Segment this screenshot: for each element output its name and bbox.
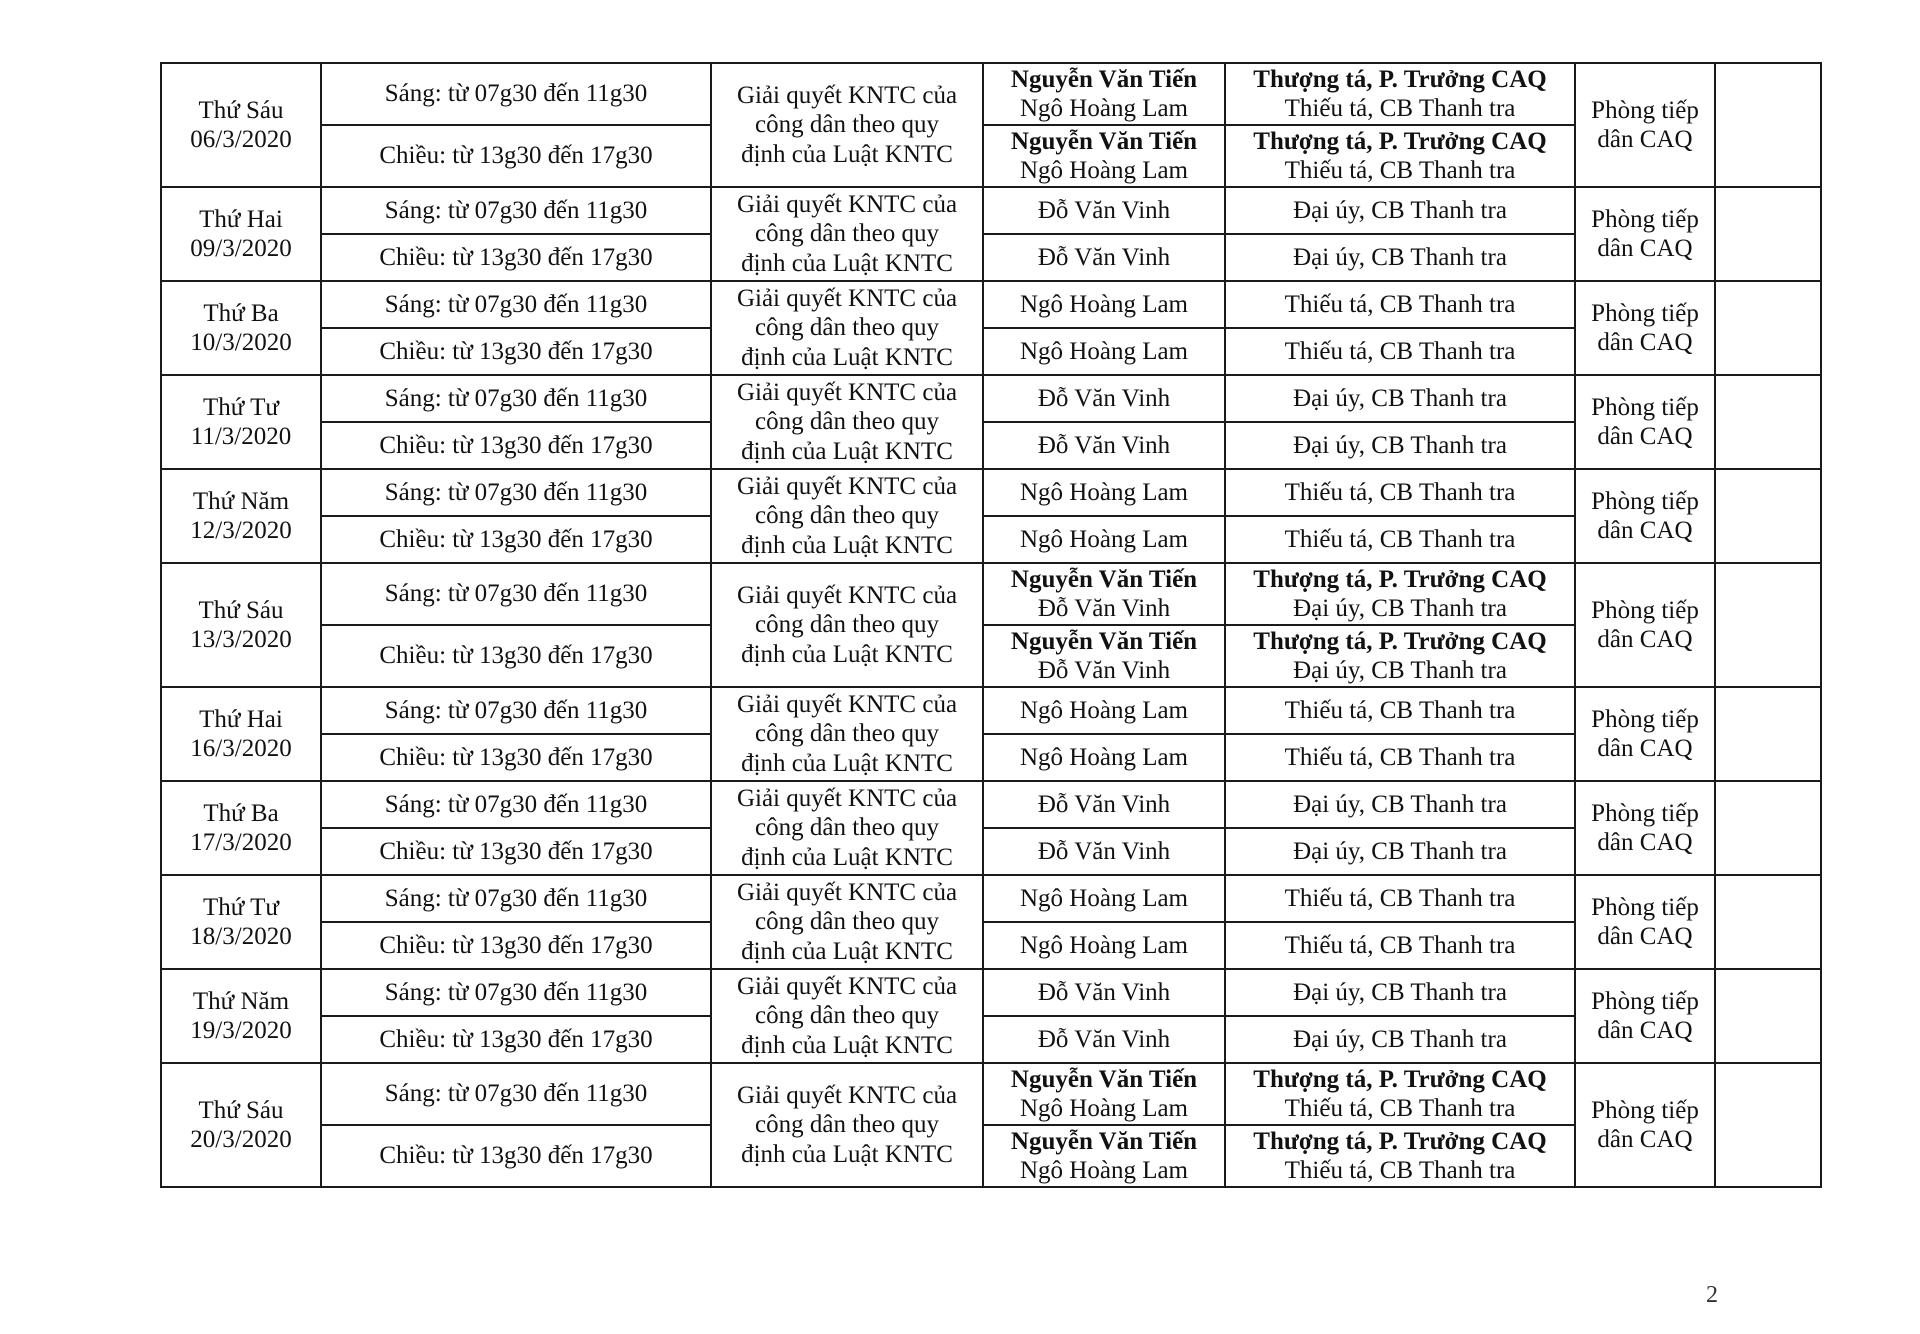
- date-label: 11/3/2020: [190, 423, 292, 450]
- session-time-cell: [321, 187, 711, 234]
- place-cell: [1575, 687, 1715, 781]
- officer-name: Đỗ Văn Vinh: [1037, 1025, 1171, 1053]
- weekday-label: Thứ Năm: [192, 987, 290, 1015]
- officer-name: Ngô Hoàng Lam: [1019, 1095, 1189, 1122]
- lead-officer-rank: Thượng tá, P. Trưởng CAQ: [1253, 1127, 1547, 1155]
- session-time-cell: [321, 516, 711, 563]
- weekday-label: Thứ Tư: [203, 393, 279, 421]
- session-time: Chiều: từ 13g30 đến 17g30: [379, 1142, 653, 1170]
- date-label: 19/3/2020: [190, 1017, 292, 1044]
- task-line: Giải quyết KNTC của: [736, 190, 958, 218]
- table-row: [161, 687, 1821, 734]
- officer-name: Ngô Hoàng Lam: [1019, 95, 1189, 122]
- officer-name-cell: [983, 63, 1225, 125]
- place-line: Phòng tiếp: [1591, 1096, 1699, 1124]
- officer-rank-cell: [1225, 828, 1575, 875]
- table-row: [161, 469, 1821, 516]
- officer-rank-cell: [1225, 187, 1575, 234]
- task-line: Giải quyết KNTC của: [736, 690, 958, 718]
- session-time-cell: [321, 234, 711, 281]
- day-cell: [161, 469, 321, 563]
- task-line: công dân theo quy: [755, 908, 939, 936]
- weekday-label: Thứ Hai: [199, 205, 283, 233]
- table-row: [161, 328, 1821, 375]
- session-time: Sáng: từ 07g30 đến 11g30: [384, 884, 648, 912]
- session-time: Chiều: từ 13g30 đến 17g30: [379, 837, 653, 865]
- officer-rank: Thiếu tá, CB Thanh tra: [1284, 743, 1516, 771]
- task-line: Giải quyết KNTC của: [736, 581, 958, 609]
- date-label: 13/3/2020: [190, 626, 292, 653]
- session-time: Sáng: từ 07g30 đến 11g30: [384, 290, 648, 318]
- task-line: công dân theo quy: [755, 1002, 939, 1030]
- table-row: [161, 375, 1821, 422]
- note-cell: [1715, 187, 1821, 281]
- lead-officer-name: Nguyễn Văn Tiến: [1010, 627, 1198, 655]
- task-cell: [711, 469, 983, 563]
- task-line: định của Luật KNTC: [741, 343, 953, 371]
- day-cell: [161, 63, 321, 187]
- task-line: Giải quyết KNTC của: [736, 784, 958, 812]
- task-cell: [711, 875, 983, 969]
- task-line: Giải quyết KNTC của: [736, 81, 958, 109]
- note-cell: [1715, 375, 1821, 469]
- weekday-label: Thứ Năm: [192, 487, 290, 515]
- officer-name: Đỗ Văn Vinh: [1037, 243, 1171, 271]
- date-label: 10/3/2020: [190, 329, 292, 356]
- officer-name: Ngô Hoàng Lam: [1019, 337, 1189, 365]
- task-line: Giải quyết KNTC của: [736, 472, 958, 500]
- officer-rank-cell: [1225, 375, 1575, 422]
- weekday-label: Thứ Ba: [203, 299, 279, 327]
- place-cell: [1575, 63, 1715, 187]
- task-line: công dân theo quy: [755, 408, 939, 436]
- officer-name-cell: [983, 625, 1225, 687]
- officer-rank: Thiếu tá, CB Thanh tra: [1284, 478, 1516, 506]
- session-time: Chiều: từ 13g30 đến 17g30: [379, 142, 653, 170]
- officer-name: Đỗ Văn Vinh: [1037, 837, 1171, 865]
- place-line: Phòng tiếp: [1591, 596, 1699, 624]
- officer-rank: Thiếu tá, CB Thanh tra: [1284, 884, 1516, 912]
- officer-name-cell: [983, 281, 1225, 328]
- place-line: Phòng tiếp: [1591, 299, 1699, 327]
- officer-name: Đỗ Văn Vinh: [1037, 196, 1171, 224]
- day-cell: [161, 781, 321, 875]
- lead-officer-rank: Thượng tá, P. Trưởng CAQ: [1253, 565, 1547, 593]
- weekday-label: Thứ Sáu: [198, 1096, 284, 1124]
- lead-officer-name: Nguyễn Văn Tiến: [1010, 127, 1198, 155]
- session-time-cell: [321, 328, 711, 375]
- note-cell: [1715, 563, 1821, 687]
- note-cell: [1715, 969, 1821, 1063]
- place-cell: [1575, 1063, 1715, 1187]
- place-cell: [1575, 875, 1715, 969]
- note-cell: [1715, 1063, 1821, 1187]
- officer-rank: Đại úy, CB Thanh tra: [1293, 384, 1507, 412]
- officer-name: Ngô Hoàng Lam: [1019, 743, 1189, 771]
- officer-rank: Thiếu tá, CB Thanh tra: [1284, 931, 1516, 959]
- officer-rank: Đại úy, CB Thanh tra: [1293, 595, 1507, 622]
- session-time: Sáng: từ 07g30 đến 11g30: [384, 580, 648, 608]
- task-line: Giải quyết KNTC của: [736, 378, 958, 406]
- table-row: [161, 922, 1821, 969]
- officer-rank-cell: [1225, 875, 1575, 922]
- date-label: 20/3/2020: [190, 1126, 292, 1153]
- place-line: Phòng tiếp: [1591, 893, 1699, 921]
- officer-name-cell: [983, 422, 1225, 469]
- task-line: định của Luật KNTC: [741, 749, 953, 777]
- officer-name-cell: [983, 328, 1225, 375]
- officer-rank-cell: [1225, 1016, 1575, 1063]
- note-cell: [1715, 469, 1821, 563]
- place-line: dân CAQ: [1597, 1126, 1693, 1153]
- task-cell: [711, 687, 983, 781]
- officer-name: Đỗ Văn Vinh: [1037, 431, 1171, 459]
- table-row: [161, 516, 1821, 563]
- place-line: dân CAQ: [1597, 423, 1693, 450]
- officer-rank-cell: [1225, 1063, 1575, 1125]
- place-cell: [1575, 563, 1715, 687]
- note-cell: [1715, 281, 1821, 375]
- table-row: [161, 125, 1821, 187]
- lead-officer-rank: Thượng tá, P. Trưởng CAQ: [1253, 627, 1547, 655]
- date-label: 06/3/2020: [190, 126, 292, 153]
- table-row: [161, 969, 1821, 1016]
- date-label: 09/3/2020: [190, 235, 292, 262]
- session-time: Chiều: từ 13g30 đến 17g30: [379, 931, 653, 959]
- officer-rank: Thiếu tá, CB Thanh tra: [1284, 290, 1516, 318]
- session-time-cell: [321, 922, 711, 969]
- session-time-cell: [321, 828, 711, 875]
- task-line: công dân theo quy: [755, 220, 939, 248]
- schedule-body: [161, 63, 1821, 1187]
- officer-name: Đỗ Văn Vinh: [1037, 790, 1171, 818]
- session-time: Chiều: từ 13g30 đến 17g30: [379, 431, 653, 459]
- day-cell: [161, 969, 321, 1063]
- lead-officer-rank: Thượng tá, P. Trưởng CAQ: [1253, 127, 1547, 155]
- weekday-label: Thứ Tư: [203, 893, 279, 921]
- session-time: Sáng: từ 07g30 đến 11g30: [384, 384, 648, 412]
- officer-rank: Thiếu tá, CB Thanh tra: [1284, 1095, 1516, 1122]
- officer-rank: Thiếu tá, CB Thanh tra: [1284, 95, 1516, 122]
- table-row: [161, 828, 1821, 875]
- officer-rank-cell: [1225, 563, 1575, 625]
- table-row: [161, 63, 1821, 125]
- officer-rank-cell: [1225, 922, 1575, 969]
- session-time-cell: [321, 281, 711, 328]
- session-time: Sáng: từ 07g30 đến 11g30: [384, 696, 648, 724]
- day-cell: [161, 375, 321, 469]
- session-time-cell: [321, 734, 711, 781]
- place-line: dân CAQ: [1597, 1017, 1693, 1044]
- officer-name-cell: [983, 781, 1225, 828]
- table-row: [161, 563, 1821, 625]
- session-time: Sáng: từ 07g30 đến 11g30: [384, 478, 648, 506]
- officer-rank-cell: [1225, 1125, 1575, 1187]
- officer-rank: Đại úy, CB Thanh tra: [1293, 196, 1507, 224]
- officer-rank: Đại úy, CB Thanh tra: [1293, 837, 1507, 865]
- day-cell: [161, 187, 321, 281]
- place-line: dân CAQ: [1597, 735, 1693, 762]
- schedule-table: [160, 62, 1822, 1188]
- session-time: Sáng: từ 07g30 đến 11g30: [384, 80, 648, 108]
- task-line: định của Luật KNTC: [741, 437, 953, 465]
- officer-name: Ngô Hoàng Lam: [1019, 931, 1189, 959]
- officer-rank-cell: [1225, 516, 1575, 563]
- officer-name: Đỗ Văn Vinh: [1037, 978, 1171, 1006]
- session-time-cell: [321, 1063, 711, 1125]
- place-line: Phòng tiếp: [1591, 96, 1699, 124]
- weekday-label: Thứ Hai: [199, 705, 283, 733]
- place-line: dân CAQ: [1597, 235, 1693, 262]
- task-line: công dân theo quy: [755, 502, 939, 530]
- officer-name-cell: [983, 828, 1225, 875]
- officer-name-cell: [983, 1016, 1225, 1063]
- page-number: 2: [1706, 1282, 1718, 1308]
- officer-rank-cell: [1225, 63, 1575, 125]
- task-line: công dân theo quy: [755, 611, 939, 639]
- session-time: Sáng: từ 07g30 đến 11g30: [384, 978, 648, 1006]
- officer-rank-cell: [1225, 734, 1575, 781]
- officer-name: Đỗ Văn Vinh: [1037, 657, 1171, 684]
- task-cell: [711, 969, 983, 1063]
- place-line: Phòng tiếp: [1591, 205, 1699, 233]
- note-cell: [1715, 875, 1821, 969]
- task-line: công dân theo quy: [755, 314, 939, 342]
- lead-officer-rank: Thượng tá, P. Trưởng CAQ: [1253, 1065, 1547, 1093]
- note-cell: [1715, 687, 1821, 781]
- table-row: [161, 875, 1821, 922]
- task-cell: [711, 781, 983, 875]
- task-line: Giải quyết KNTC của: [736, 878, 958, 906]
- task-cell: [711, 63, 983, 187]
- officer-name: Ngô Hoàng Lam: [1019, 525, 1189, 553]
- note-cell: [1715, 781, 1821, 875]
- place-line: dân CAQ: [1597, 517, 1693, 544]
- officer-name: Ngô Hoàng Lam: [1019, 696, 1189, 724]
- officer-name-cell: [983, 687, 1225, 734]
- weekday-label: Thứ Sáu: [198, 96, 284, 124]
- table-row: [161, 234, 1821, 281]
- officer-name-cell: [983, 375, 1225, 422]
- lead-officer-name: Nguyễn Văn Tiến: [1010, 565, 1198, 593]
- officer-name: Ngô Hoàng Lam: [1019, 478, 1189, 506]
- weekday-label: Thứ Ba: [203, 799, 279, 827]
- table-row: [161, 625, 1821, 687]
- day-cell: [161, 281, 321, 375]
- table-row: [161, 1063, 1821, 1125]
- officer-rank-cell: [1225, 422, 1575, 469]
- officer-rank-cell: [1225, 281, 1575, 328]
- officer-name: Đỗ Văn Vinh: [1037, 384, 1171, 412]
- session-time: Chiều: từ 13g30 đến 17g30: [379, 642, 653, 670]
- place-line: Phòng tiếp: [1591, 705, 1699, 733]
- session-time: Chiều: từ 13g30 đến 17g30: [379, 243, 653, 271]
- officer-rank-cell: [1225, 125, 1575, 187]
- session-time: Chiều: từ 13g30 đến 17g30: [379, 1025, 653, 1053]
- note-cell: [1715, 63, 1821, 187]
- officer-name-cell: [983, 516, 1225, 563]
- officer-name-cell: [983, 469, 1225, 516]
- session-time-cell: [321, 63, 711, 125]
- officer-rank-cell: [1225, 625, 1575, 687]
- task-cell: [711, 1063, 983, 1187]
- lead-officer-rank: Thượng tá, P. Trưởng CAQ: [1253, 65, 1547, 93]
- day-cell: [161, 1063, 321, 1187]
- task-line: Giải quyết KNTC của: [736, 284, 958, 312]
- date-label: 16/3/2020: [190, 735, 292, 762]
- session-time: Sáng: từ 07g30 đến 11g30: [384, 196, 648, 224]
- place-line: dân CAQ: [1597, 126, 1693, 153]
- place-cell: [1575, 781, 1715, 875]
- table-row: [161, 281, 1821, 328]
- table-row: [161, 781, 1821, 828]
- session-time-cell: [321, 875, 711, 922]
- officer-rank: Đại úy, CB Thanh tra: [1293, 243, 1507, 271]
- day-cell: [161, 563, 321, 687]
- place-line: Phòng tiếp: [1591, 799, 1699, 827]
- task-line: định của Luật KNTC: [741, 140, 953, 168]
- place-line: Phòng tiếp: [1591, 487, 1699, 515]
- officer-name: Đỗ Văn Vinh: [1037, 595, 1171, 622]
- place-line: dân CAQ: [1597, 329, 1693, 356]
- task-line: định của Luật KNTC: [741, 640, 953, 668]
- place-line: dân CAQ: [1597, 829, 1693, 856]
- officer-name-cell: [983, 563, 1225, 625]
- place-cell: [1575, 469, 1715, 563]
- session-time-cell: [321, 687, 711, 734]
- officer-name: Ngô Hoàng Lam: [1019, 157, 1189, 184]
- place-line: dân CAQ: [1597, 923, 1693, 950]
- task-line: định của Luật KNTC: [741, 937, 953, 965]
- date-label: 17/3/2020: [190, 829, 292, 856]
- task-line: công dân theo quy: [755, 1111, 939, 1139]
- officer-name-cell: [983, 187, 1225, 234]
- lead-officer-name: Nguyễn Văn Tiến: [1010, 1127, 1198, 1155]
- task-line: công dân theo quy: [755, 814, 939, 842]
- officer-rank: Thiếu tá, CB Thanh tra: [1284, 337, 1516, 365]
- officer-rank: Thiếu tá, CB Thanh tra: [1284, 1157, 1516, 1184]
- session-time-cell: [321, 375, 711, 422]
- officer-rank-cell: [1225, 781, 1575, 828]
- weekday-label: Thứ Sáu: [198, 596, 284, 624]
- session-time: Chiều: từ 13g30 đến 17g30: [379, 337, 653, 365]
- session-time: Chiều: từ 13g30 đến 17g30: [379, 525, 653, 553]
- officer-name-cell: [983, 1063, 1225, 1125]
- officer-name-cell: [983, 875, 1225, 922]
- lead-officer-name: Nguyễn Văn Tiến: [1010, 1065, 1198, 1093]
- officer-rank: Thiếu tá, CB Thanh tra: [1284, 696, 1516, 724]
- task-line: Giải quyết KNTC của: [736, 1081, 958, 1109]
- officer-rank-cell: [1225, 469, 1575, 516]
- officer-name-cell: [983, 969, 1225, 1016]
- place-line: dân CAQ: [1597, 626, 1693, 653]
- officer-name: Ngô Hoàng Lam: [1019, 1157, 1189, 1184]
- officer-rank: Đại úy, CB Thanh tra: [1293, 431, 1507, 459]
- table-row: [161, 422, 1821, 469]
- session-time: Chiều: từ 13g30 đến 17g30: [379, 743, 653, 771]
- officer-rank-cell: [1225, 969, 1575, 1016]
- date-label: 12/3/2020: [190, 517, 292, 544]
- session-time-cell: [321, 625, 711, 687]
- place-cell: [1575, 969, 1715, 1063]
- officer-rank: Đại úy, CB Thanh tra: [1293, 1025, 1507, 1053]
- task-cell: [711, 281, 983, 375]
- session-time-cell: [321, 969, 711, 1016]
- officer-name: Ngô Hoàng Lam: [1019, 290, 1189, 318]
- task-line: định của Luật KNTC: [741, 843, 953, 871]
- task-line: định của Luật KNTC: [741, 1031, 953, 1059]
- session-time-cell: [321, 1016, 711, 1063]
- session-time: Sáng: từ 07g30 đến 11g30: [384, 790, 648, 818]
- task-cell: [711, 187, 983, 281]
- session-time-cell: [321, 125, 711, 187]
- officer-name-cell: [983, 1125, 1225, 1187]
- officer-rank-cell: [1225, 234, 1575, 281]
- table-row: [161, 1125, 1821, 1187]
- task-line: công dân theo quy: [755, 720, 939, 748]
- lead-officer-name: Nguyễn Văn Tiến: [1010, 65, 1198, 93]
- session-time: Sáng: từ 07g30 đến 11g30: [384, 1080, 648, 1108]
- officer-rank: Đại úy, CB Thanh tra: [1293, 790, 1507, 818]
- place-cell: [1575, 375, 1715, 469]
- day-cell: [161, 687, 321, 781]
- officer-rank-cell: [1225, 328, 1575, 375]
- officer-rank: Thiếu tá, CB Thanh tra: [1284, 525, 1516, 553]
- officer-rank: Thiếu tá, CB Thanh tra: [1284, 157, 1516, 184]
- officer-name-cell: [983, 922, 1225, 969]
- officer-name-cell: [983, 734, 1225, 781]
- session-time-cell: [321, 781, 711, 828]
- task-cell: [711, 375, 983, 469]
- table-row: [161, 1016, 1821, 1063]
- table-row: [161, 734, 1821, 781]
- task-cell: [711, 563, 983, 687]
- session-time-cell: [321, 1125, 711, 1187]
- task-line: Giải quyết KNTC của: [736, 972, 958, 1000]
- task-line: định của Luật KNTC: [741, 531, 953, 559]
- officer-name: Ngô Hoàng Lam: [1019, 884, 1189, 912]
- officer-rank-cell: [1225, 687, 1575, 734]
- day-cell: [161, 875, 321, 969]
- officer-rank: Đại úy, CB Thanh tra: [1293, 657, 1507, 684]
- place-cell: [1575, 281, 1715, 375]
- session-time-cell: [321, 469, 711, 516]
- session-time-cell: [321, 422, 711, 469]
- officer-name-cell: [983, 125, 1225, 187]
- place-cell: [1575, 187, 1715, 281]
- task-line: định của Luật KNTC: [741, 249, 953, 277]
- session-time-cell: [321, 563, 711, 625]
- officer-rank: Đại úy, CB Thanh tra: [1293, 978, 1507, 1006]
- table-row: [161, 187, 1821, 234]
- officer-name-cell: [983, 234, 1225, 281]
- place-line: Phòng tiếp: [1591, 987, 1699, 1015]
- place-line: Phòng tiếp: [1591, 393, 1699, 421]
- task-line: công dân theo quy: [755, 111, 939, 139]
- task-line: định của Luật KNTC: [741, 1140, 953, 1168]
- date-label: 18/3/2020: [190, 923, 292, 950]
